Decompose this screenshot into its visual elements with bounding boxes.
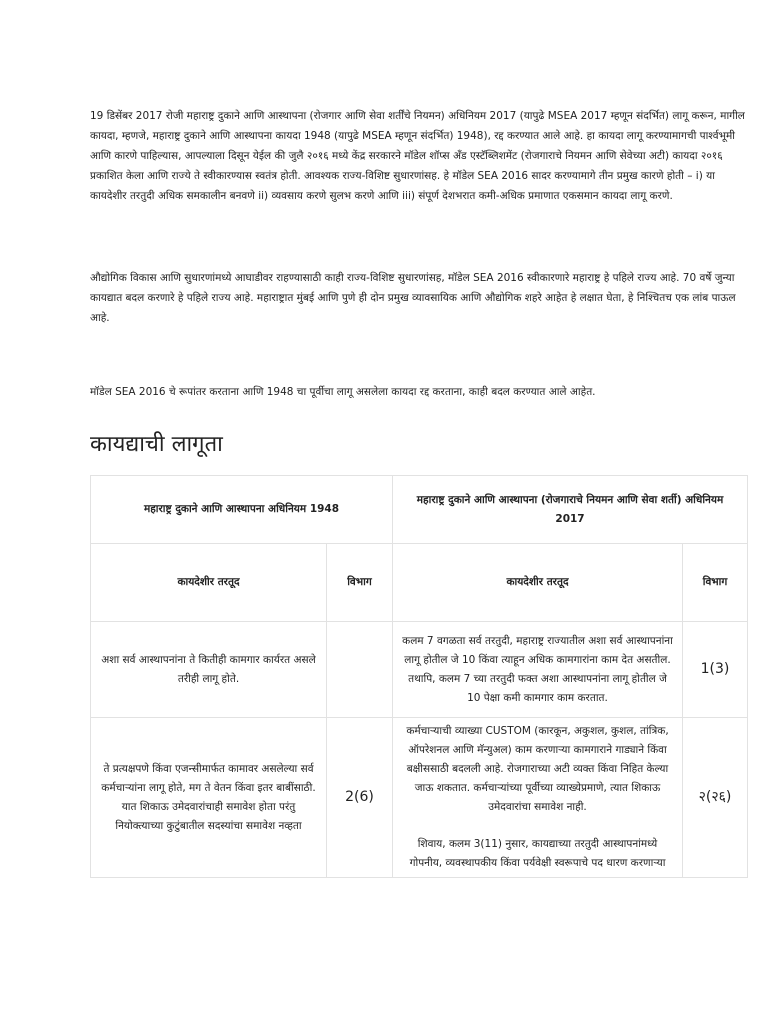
old-section-cell <box>327 622 393 718</box>
second-paragraph: औद्योगिक विकास आणि सुधारणांमध्ये आघाडीवर राहण्यासाठी काही राज्य-विशिष्ट सुधारणांसह, मॉडेल SEA 2016 स्वीकारणारे महाराष्ट्र हे पहिले राज्य आहे. 70 वर्षे जुन्या कायद्यात बदल करणारे हे पहिले राज्य आहे. महाराष्ट्रात मुंबई आणि पुणे ही दोन प्रमुख व्यावसायिक आणि औद्योगिक शहरे आहेत हे लक्षात घेता, हे निश्चितच एक लांब पाऊल आहे. <box>90 272 736 324</box>
new-provision-text-continued: शिवाय, कलम 3(11) नुसार, कायद्याच्या तरतुदी आस्थापनांमध्ये गोपनीय, व्यवस्थापकीय किंवा पर्यवेक्षी स्वरूपाचे पद धारण करणाऱ्या <box>409 838 666 869</box>
new-section-cell: 1(3) <box>683 622 748 718</box>
header-act-1948: महाराष्ट्र दुकाने आणि आस्थापना अधिनियम 1948 <box>91 476 393 544</box>
old-provision-cell: अशा सर्व आस्थापनांना ते कितीही कामगार कार्यरत असले तरीही लागू होते. <box>91 622 327 718</box>
new-provision-cell <box>393 718 683 878</box>
new-section-cell: २(२६) <box>683 718 748 878</box>
new-provision-text: कर्मचाऱ्याची व्याख्या CUSTOM (कारकून, अकुशल, कुशल, तांत्रिक, ऑपरेशनल आणि मॅन्युअल) काम करणाऱ्या कामगाराने गाड्याने किंवा बक्षीससाठी बदलली आहे. रोजगाराच्या अटी व्यक्त किंवा निहित केल्या जाऊ शकतात. कर्मचाऱ्यांच्या पूर्वीच्या व्याख्येप्रमाणे, त्यात शिकाऊ उमेदवारांचा समावेश नाही. <box>406 725 669 813</box>
section-heading: कायद्याची लागूता <box>90 432 223 457</box>
third-paragraph: मॉडेल SEA 2016 चे रूपांतर करताना आणि 1948 चा पूर्वीचा लागू असलेला कायदा रद्द करताना, काही बदल करण्यात आले आहेत. <box>90 386 596 398</box>
col-provision-2017: कायदेशीर तरतूद <box>393 544 683 622</box>
new-provision-cell: कलम 7 वगळता सर्व तरतुदी, महाराष्ट्र राज्यातील अशा सर्व आस्थापनांना लागू होतील जे 10 किंवा त्याहून अधिक कामगारांना काम देत असतील. तथापि, कलम 7 च्या तरतुदी फक्त अशा आस्थापनांना लागू होतील जे 10 पेक्षा कमी कामगार काम करतात. <box>393 622 683 718</box>
table-row <box>91 718 748 878</box>
old-provision-cell: ते प्रत्यक्षपणे किंवा एजन्सीमार्फत कामावर असलेल्या सर्व कर्मचाऱ्यांना लागू होते, मग ते वेतन किंवा इतर बाबींसाठी. यात शिकाऊ उमेदवारांचाही समावेश होता परंतु नियोक्त्याच्या कुटुंबातील सदस्यांचा समावेश नव्हता <box>91 718 327 878</box>
col-section-1948: विभाग <box>327 544 393 622</box>
intro-paragraph: 19 डिसेंबर 2017 रोजी महाराष्ट्र दुकाने आणि आस्थापना (रोजगार आणि सेवा शर्तींचे नियमन) अधिनियम 2017 (यापुढे MSEA 2017 म्हणून संदर्भित) लागू करून, मागील कायदा, म्हणजे, महाराष्ट्र दुकाने आणि आस्थापना कायदा 1948 (यापुढे MSEA म्हणून संदर्भित) 1948), रद्द करण्यात आले आहे. हा कायदा लागू करण्यामागची पार्श्वभूमी आणि कारणे पाहिल्यास, आपल्याला दिसून येईल की जुलै २०१६ मध्ये केंद्र सरकारने मॉडेल शॉप्स अँड एस्टॅब्लिशमेंट (रोजगाराचे नियमन आणि सेवेच्या अटी) कायदा २०१६ प्रकाशित केला आणि राज्ये ते स्वीकारण्यास स्वतंत्र होती. आवश्यक राज्य-विशिष्ट सुधारणांसह. हे मॉडेल SEA 2016 सादर करण्यामागे तीन प्रमुख कारणे होती – i) या कायदेशीर तरतुदी अधिक समकालीन बनवणे ii) व्यवसाय करणे सुलभ करणे आणि iii) संपूर्ण देशभरात कमी-अधिक प्रमाणात एकसमान कायदा लागू करणे. <box>90 110 745 202</box>
table-row <box>91 622 748 718</box>
table-subheader-row <box>91 544 748 622</box>
old-section-cell: 2(6) <box>327 718 393 878</box>
header-act-2017: महाराष्ट्र दुकाने आणि आस्थापना (रोजगाराचे नियमन आणि सेवा शर्ती) अधिनियम 2017 <box>393 476 748 544</box>
table-header-row <box>91 476 748 544</box>
col-provision-1948: कायदेशीर तरतूद <box>91 544 327 622</box>
col-section-2017: विभाग <box>683 544 748 622</box>
comparison-table <box>90 475 748 878</box>
